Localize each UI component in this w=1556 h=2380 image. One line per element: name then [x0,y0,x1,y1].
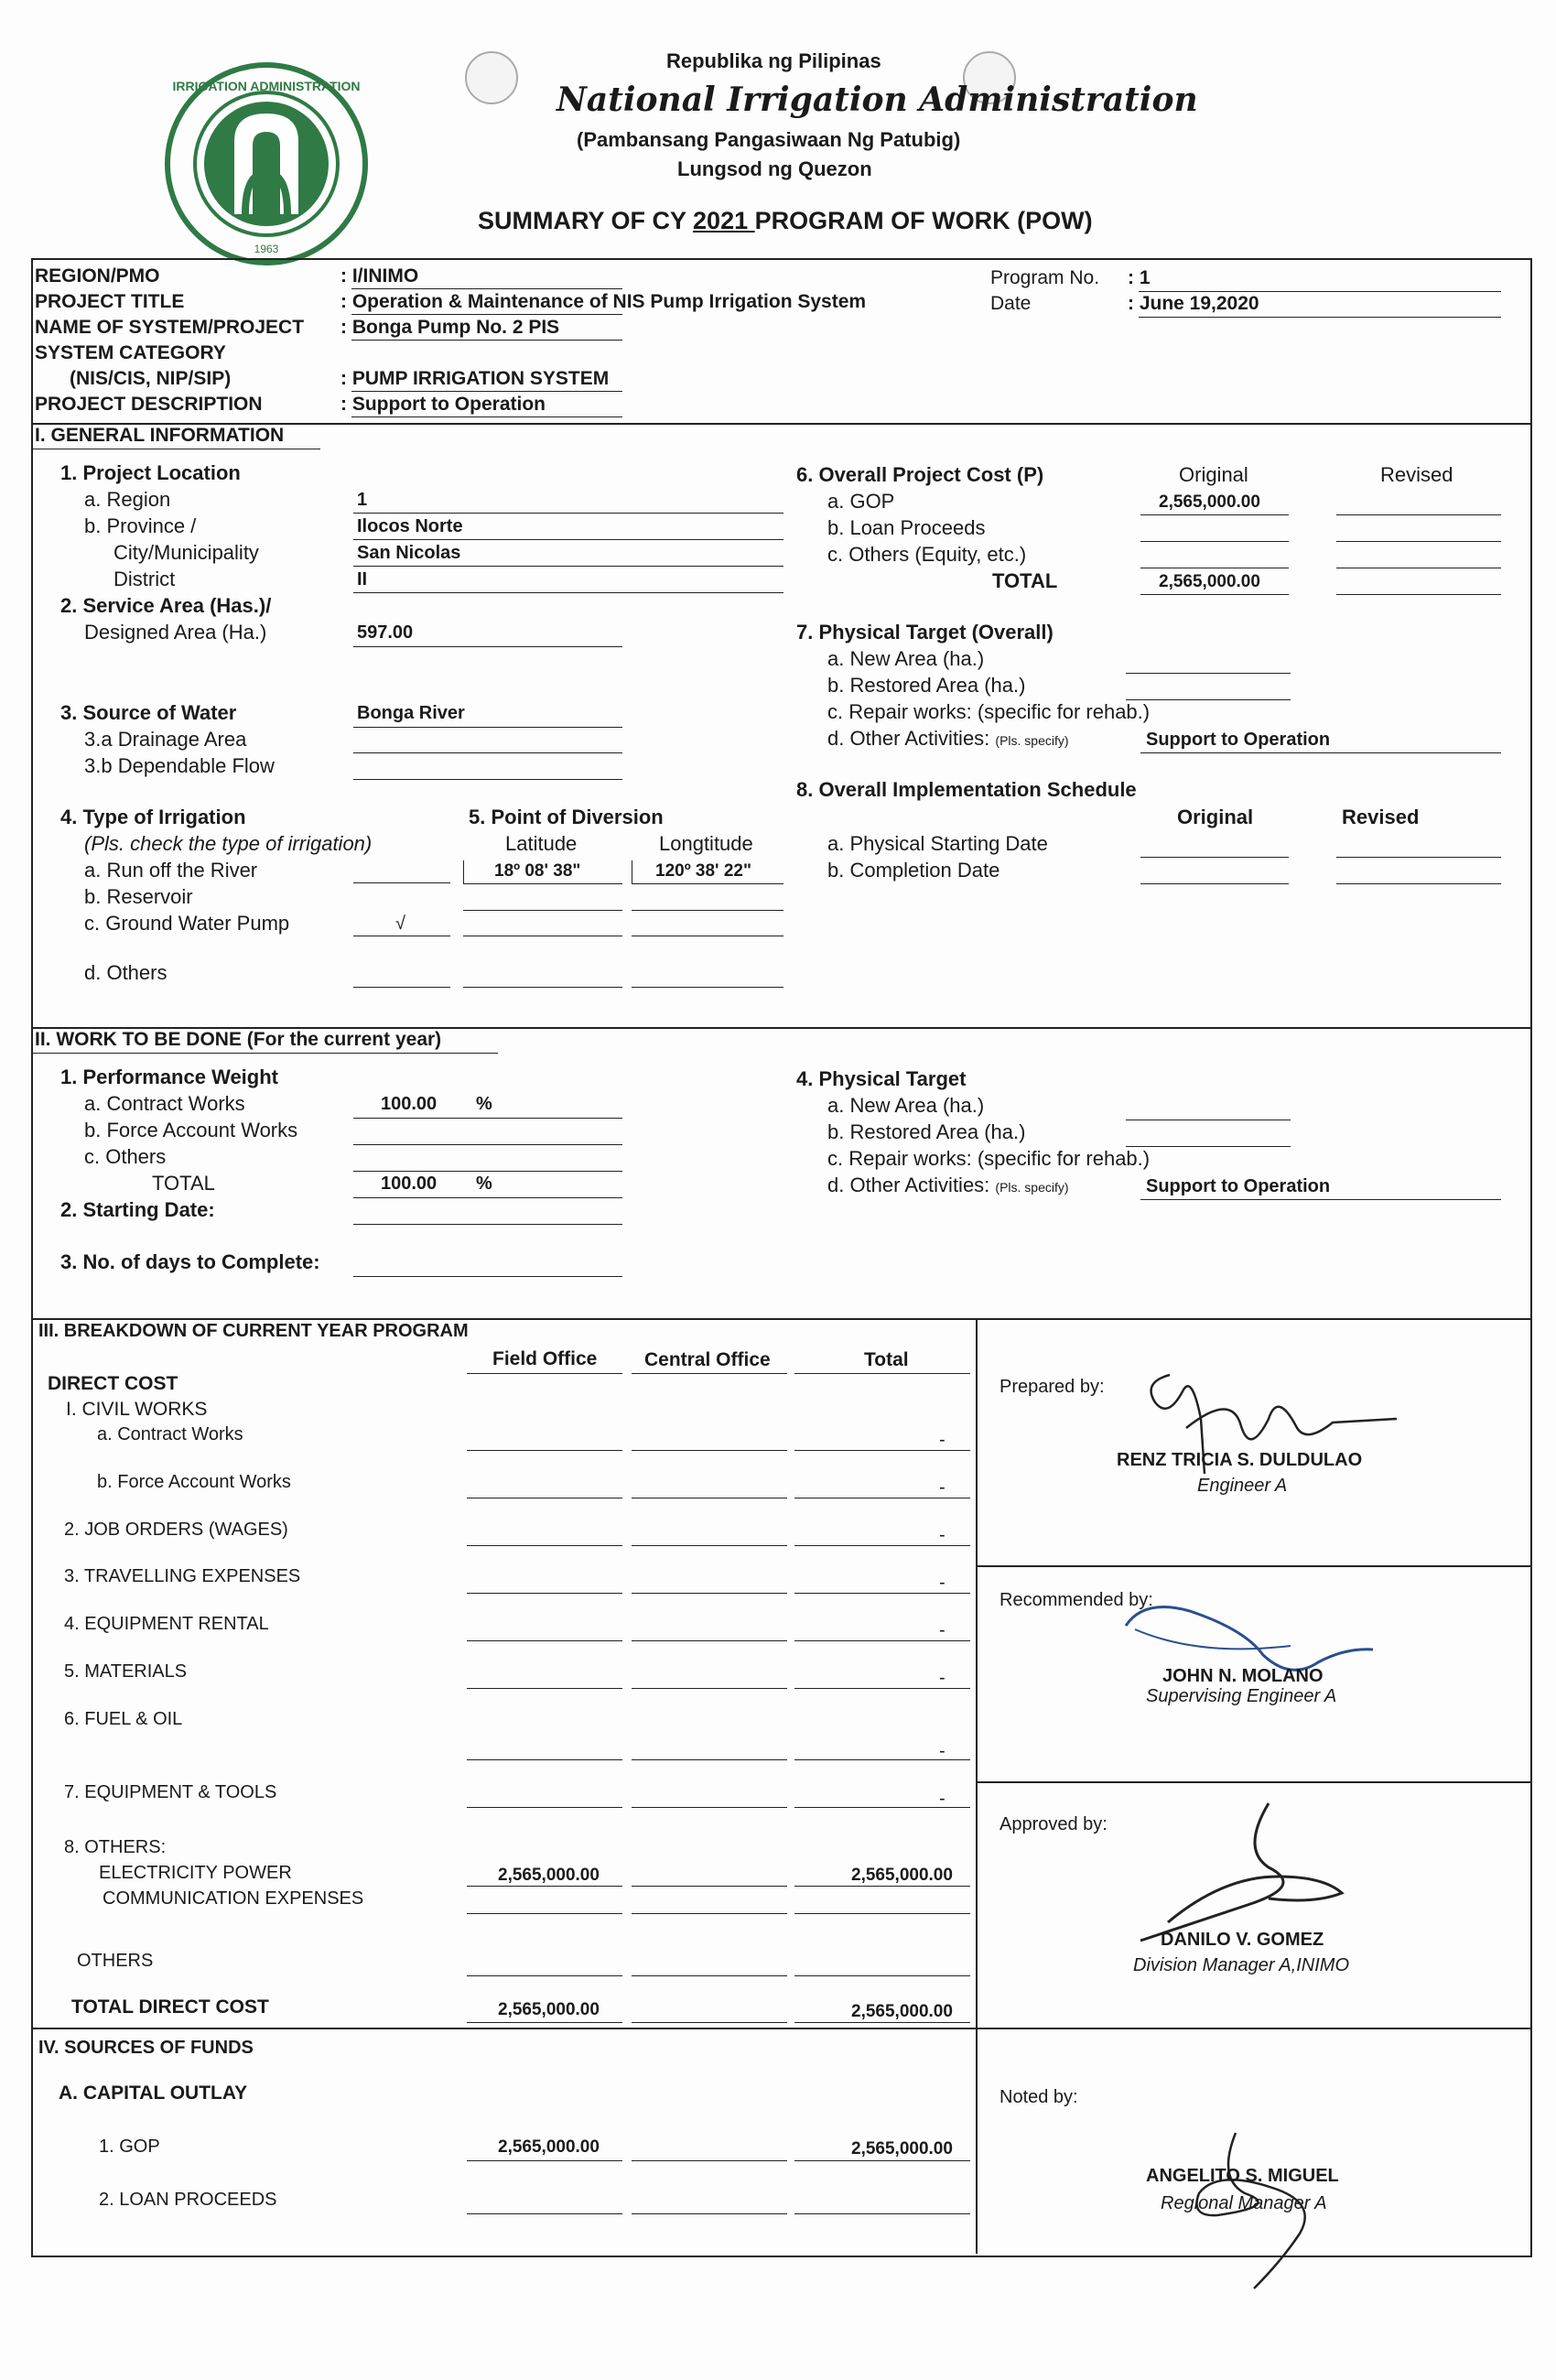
project-description-value: : Support to Operation [340,394,546,415]
region-value: : I/INIMO [340,265,419,287]
contract-works-line [353,1118,622,1119]
breakdown-cell-line [467,1975,622,1976]
document-title [478,207,1093,235]
job-orders-label: 2. JOB ORDERS (WAGES) [64,1520,288,1540]
irrigation-type-label: 4. Type of Irrigation [60,806,246,828]
recommended-by-label: Recommended by: [1000,1590,1153,1610]
breakdown-cell-line [632,2160,787,2161]
region-field-value: 1 [357,490,368,510]
fuel-oil-dash: - [939,1741,945,1761]
others-item-label: OTHERS [77,1951,154,1971]
prepared-title: Engineer A [1197,1476,1288,1496]
start-original-line [1140,857,1289,858]
equipment-tools-label: 7. EQUIPMENT & TOOLS [64,1782,277,1802]
total-header-line [794,1373,970,1374]
work-new-area-label: a. New Area (ha.) [827,1094,985,1117]
implementation-schedule-label: 8. Overall Implementation Schedule [796,778,1137,801]
breakdown-cell-line [632,1545,787,1546]
breakdown-cell-line [794,1886,970,1887]
breakdown-cell-line [467,1688,622,1689]
breakdown-cell-line [794,2160,970,2161]
breakdown-cell-line [794,2022,970,2023]
svg-text:IRRIGATION ADMINISTRATION: IRRIGATION ADMINISTRATION [172,79,361,93]
bd-force-account-label: b. Force Account Works [97,1472,291,1492]
other-activities-label [827,727,1069,751]
system-name-underline [351,340,622,341]
district-field-label: District [113,568,176,590]
restored-area-line [1126,699,1291,700]
other-irrigation-line [353,987,450,988]
capital-outlay-label: A. CAPITAL OUTLAY [59,2082,248,2104]
new-area-line [1126,673,1291,674]
cost-total-revised-line [1336,594,1501,595]
project-title-label: PROJECT TITLE [35,291,185,312]
breakdown-cell-line [467,2160,622,2161]
latitude-tick [463,860,464,883]
breakdown-cell-line [632,2022,787,2023]
drainage-area-label: 3.a Drainage Area [84,728,247,751]
breakdown-cell-line [632,1975,787,1976]
breakdown-cell-line [632,2213,787,2214]
work-starting-date-label: 2. Starting Date: [60,1198,215,1221]
electricity-total-value: 2,565,000.00 [851,1866,953,1885]
schedule-revised-label: Revised [1342,806,1420,828]
work-restored-area-line [1126,1146,1291,1147]
other-activities-text: d. Other Activities: [827,727,990,750]
central-office-header-line [632,1373,787,1374]
approved-title: Division Manager A,INIMO [1133,1955,1349,1975]
restored-area-label: b. Restored Area (ha.) [827,674,1026,697]
travelling-dash: - [939,1573,945,1593]
designed-area-label: Designed Area (Ha.) [84,621,267,644]
city-field-line [353,566,783,567]
cost-total-value: 2,565,000.00 [1159,572,1260,591]
force-account-dash: - [939,1477,945,1498]
agency-local-name: (Pambansang Pangasiwaan Ng Patubig) [577,128,961,151]
noted-by-label: Noted by: [1000,2087,1078,2107]
breakdown-cell-line [632,1913,787,1914]
region-field-label: a. Region [84,488,171,511]
longitude-value: 120º 38' 22" [655,861,751,881]
performance-weight-label: 1. Performance Weight [60,1066,278,1088]
region-underline [351,288,622,289]
other-activities-hint: (Pls. specify) [995,733,1069,748]
total-direct-cost-label: TOTAL DIRECT COST [71,1996,269,2018]
work-other-activities-hint: (Pls. specify) [995,1180,1069,1195]
other-weight-label: c. Others [84,1145,167,1168]
field-office-header-line [467,1373,622,1374]
total-direct-total-value: 2,565,000.00 [851,2002,953,2021]
designed-area-value: 597.00 [357,622,414,643]
work-other-activities-label [827,1174,1069,1197]
direct-cost-label: DIRECT COST [48,1373,178,1394]
central-office-header: Central Office [644,1349,771,1370]
force-account-label: b. Force Account Works [84,1119,298,1141]
others-section-label: 8. OTHERS: [64,1837,167,1857]
svg-text:1963: 1963 [254,243,279,255]
recommended-name: JOHN N. MOLANO [1162,1666,1324,1686]
breakdown-heading: III. BREAKDOWN OF CURRENT YEAR PROGRAM [38,1321,469,1341]
signatory-column-divider [976,1318,978,2254]
contract-works-percent: % [476,1094,492,1114]
schedule-original-label: Original [1177,806,1254,828]
breakdown-cell-line [632,1759,787,1760]
system-category-underline [351,391,622,392]
cost-revised-label: Revised [1380,463,1453,486]
work-starting-date-line [353,1224,622,1225]
other-weight-line [353,1171,622,1172]
breakdown-cell-line [467,1593,622,1594]
date-value: : June 19,2020 [1128,293,1259,314]
work-other-activities-line [1140,1199,1501,1200]
breakdown-cell-line [467,1450,622,1451]
gop-value: 2,565,000.00 [1159,492,1260,512]
field-office-header: Field Office [492,1348,598,1369]
dependable-flow-label: 3.b Dependable Flow [84,754,275,777]
materials-dash: - [939,1668,945,1688]
water-source-line [353,727,622,728]
date-underline [1139,317,1501,318]
other-cost-label: c. Others (Equity, etc.) [827,543,1027,566]
breakdown-cell-line [467,1640,622,1641]
funds-gop-field-value: 2,565,000.00 [498,2137,600,2157]
breakdown-cell-line [632,1593,787,1594]
reservoir-label: b. Reservoir [84,885,193,908]
city-field-label: City/Municipality [113,541,259,564]
days-to-complete-line [353,1276,622,1277]
cost-original-label: Original [1179,463,1248,486]
service-area-label: 2. Service Area (Has.)/ [60,594,272,617]
project-title-underline [351,314,622,315]
communication-label: COMMUNICATION EXPENSES [103,1888,364,1909]
approved-by-label: Approved by: [1000,1814,1108,1834]
approved-name: DANILO V. GOMEZ [1161,1930,1324,1950]
city-heading: Lungsod ng Quezon [677,157,872,180]
dependable-flow-line [353,779,622,780]
approved-signature [1113,1785,1388,1950]
materials-label: 5. MATERIALS [64,1661,188,1682]
program-no-value: : 1 [1128,267,1151,288]
breakdown-cell-line [632,1807,787,1808]
start-revised-line [1336,857,1501,858]
latitude-line-1 [463,883,622,884]
system-category-label: SYSTEM CATEGORY [35,342,226,363]
starting-date-label: a. Physical Starting Date [827,832,1048,855]
electricity-field-value: 2,565,000.00 [498,1866,600,1885]
breakdown-cell-line [632,1640,787,1641]
equipment-tools-dash: - [939,1789,945,1809]
longitude-line-4 [632,987,783,988]
noted-name: ANGELITO S. MIGUEL [1146,2166,1339,2186]
contract-works-dash: - [939,1430,945,1450]
run-off-river-line [353,882,450,883]
system-category-value: : PUMP IRRIGATION SYSTEM [340,368,610,389]
completion-revised-line [1336,883,1501,884]
electricity-label: ELECTRICITY POWER [99,1863,292,1883]
days-to-complete-label: 3. No. of days to Complete: [60,1250,320,1273]
district-field-line [353,592,783,593]
region-field-line [353,513,783,514]
equipment-rental-dash: - [939,1620,945,1640]
physical-target-overall-label: 7. Physical Target (Overall) [796,621,1054,644]
province-field-value: Ilocos Norte [357,516,463,536]
work-restored-area-label: b. Restored Area (ha.) [827,1120,1026,1143]
drainage-area-line [353,752,622,753]
civil-works-label: I. CIVIL WORKS [66,1399,208,1420]
program-no-underline [1139,291,1501,292]
noted-title: Regional Manager A [1161,2193,1327,2213]
loan-revised-line [1336,541,1501,542]
weight-total-value: 100.00 [381,1174,438,1194]
job-orders-dash: - [939,1525,945,1545]
prepared-by-label: Prepared by: [1000,1377,1105,1397]
province-field-label: b. Province / [84,514,197,537]
fuel-oil-label: 6. FUEL & OIL [64,1709,183,1729]
agency-seal [161,59,372,269]
cost-total-label: TOTAL [992,569,1058,592]
contract-works-label: a. Contract Works [84,1092,245,1115]
document-title-post: PROGRAM OF WORK (POW) [754,207,1093,234]
completion-original-line [1140,883,1289,884]
system-category-sub-label: (NIS/CIS, NIP/SIP) [70,368,232,389]
total-direct-field-value: 2,565,000.00 [498,2000,600,2019]
region-label: REGION/PMO [35,265,160,287]
designed-area-line [353,646,622,647]
longitude-label: Longtitude [659,832,753,855]
work-heading-rule [31,1053,498,1054]
funds-loan-label: 2. LOAN PROCEEDS [99,2190,277,2210]
repair-works-label: c. Repair works: (specific for rehab.) [827,700,1151,723]
work-divider [31,1318,1531,1320]
other-activities-line [1140,752,1501,753]
breakdown-cell-line [467,1759,622,1760]
breakdown-cell-line [632,1450,787,1451]
gop-revised-line [1336,514,1501,515]
city-field-value: San Nicolas [357,543,461,563]
force-account-line [353,1144,622,1145]
project-cost-label: 6. Overall Project Cost (P) [796,463,1044,486]
date-label: Date [990,293,1032,314]
general-heading: I. GENERAL INFORMATION [35,425,285,446]
latitude-label: Latitude [505,832,578,855]
breakdown-cell-line [467,1807,622,1808]
irrigation-type-hint: (Pls. check the type of irrigation) [84,832,373,855]
other-irrigation-label: d. Others [84,961,167,984]
breakdown-divider [31,2028,978,2029]
work-heading: II. WORK TO BE DONE (For the current year) [35,1029,442,1050]
district-field-value: II [357,569,368,590]
total-header: Total [864,1349,909,1370]
punch-hole-left [465,51,518,104]
breakdown-cell-line [632,1886,787,1887]
project-description-label: PROJECT DESCRIPTION [35,394,263,415]
recommended-title: Supervising Engineer A [1146,1686,1337,1706]
breakdown-cell-line [467,1545,622,1546]
breakdown-cell-line [794,1913,970,1914]
latitude-line-2 [463,910,622,911]
work-other-activities-text: d. Other Activities: [827,1174,990,1196]
gop-original-line [1140,514,1289,515]
equipment-rental-label: 4. EQUIPMENT RENTAL [64,1614,269,1634]
prepared-name: RENZ TRICIA S. DULDULAO [1117,1450,1363,1470]
breakdown-cell-line [467,1913,622,1914]
system-name-value: : Bonga Pump No. 2 PIS [340,317,560,338]
groundwater-checkmark: √ [395,914,405,934]
project-location-heading: 1. Project Location [60,461,241,484]
agency-name: National Irrigation Administration [556,81,1198,119]
run-off-river-label: a. Run off the River [84,859,258,882]
breakdown-cell-line [794,1975,970,1976]
breakdown-cell-line [467,2022,622,2023]
latitude-value: 18º 08' 38" [494,861,581,881]
travelling-label: 3. TRAVELLING EXPENSES [64,1566,301,1586]
program-no-label: Program No. [990,267,1100,288]
funds-heading: IV. SOURCES OF FUNDS [38,2038,254,2058]
water-source-label: 3. Source of Water [60,701,237,724]
signatory-divider-2 [976,1781,1531,1783]
document-title-year: 2021 [693,207,755,234]
document-title-pre: SUMMARY OF CY [478,207,694,234]
project-description-underline [351,416,622,417]
work-repair-label: c. Repair works: (specific for rehab.) [827,1147,1151,1170]
signatory-divider-3 [976,2028,1531,2029]
longitude-line-2 [632,910,783,911]
work-other-activities-value: Support to Operation [1146,1176,1331,1196]
longitude-line-1 [632,883,783,884]
breakdown-cell-line [794,2213,970,2214]
breakdown-cell-line [467,2213,622,2214]
weight-total-percent: % [476,1174,492,1194]
work-physical-target-label: 4. Physical Target [796,1067,967,1090]
weight-total-label: TOTAL [152,1172,215,1195]
groundwater-label: c. Ground Water Pump [84,912,290,935]
signatory-divider-1 [976,1565,1531,1567]
breakdown-cell-line [467,1886,622,1887]
loan-proceeds-label: b. Loan Proceeds [827,516,986,539]
loan-original-line [1140,541,1289,542]
diversion-label: 5. Point of Diversion [469,806,664,828]
project-title-value: : Operation & Maintenance of NIS Pump Irrigation System [340,291,867,312]
cost-total-original-line [1140,594,1289,595]
province-field-line [353,539,783,540]
other-activities-value: Support to Operation [1146,730,1331,750]
bd-contract-works-label: a. Contract Works [97,1424,243,1444]
republic-heading: Republika ng Pilipinas [666,49,881,72]
funds-gop-label: 1. GOP [99,2137,160,2157]
funds-gop-total-value: 2,565,000.00 [851,2139,953,2158]
new-area-label: a. New Area (ha.) [827,647,985,670]
breakdown-cell-line [632,1688,787,1689]
water-source-value: Bonga River [357,703,465,723]
latitude-line-4 [463,987,622,988]
completion-date-label: b. Completion Date [827,859,1000,882]
contract-works-value: 100.00 [381,1094,438,1114]
system-name-label: NAME OF SYSTEM/PROJECT [35,317,305,338]
weight-total-line [353,1197,622,1198]
gop-label: a. GOP [827,490,895,513]
